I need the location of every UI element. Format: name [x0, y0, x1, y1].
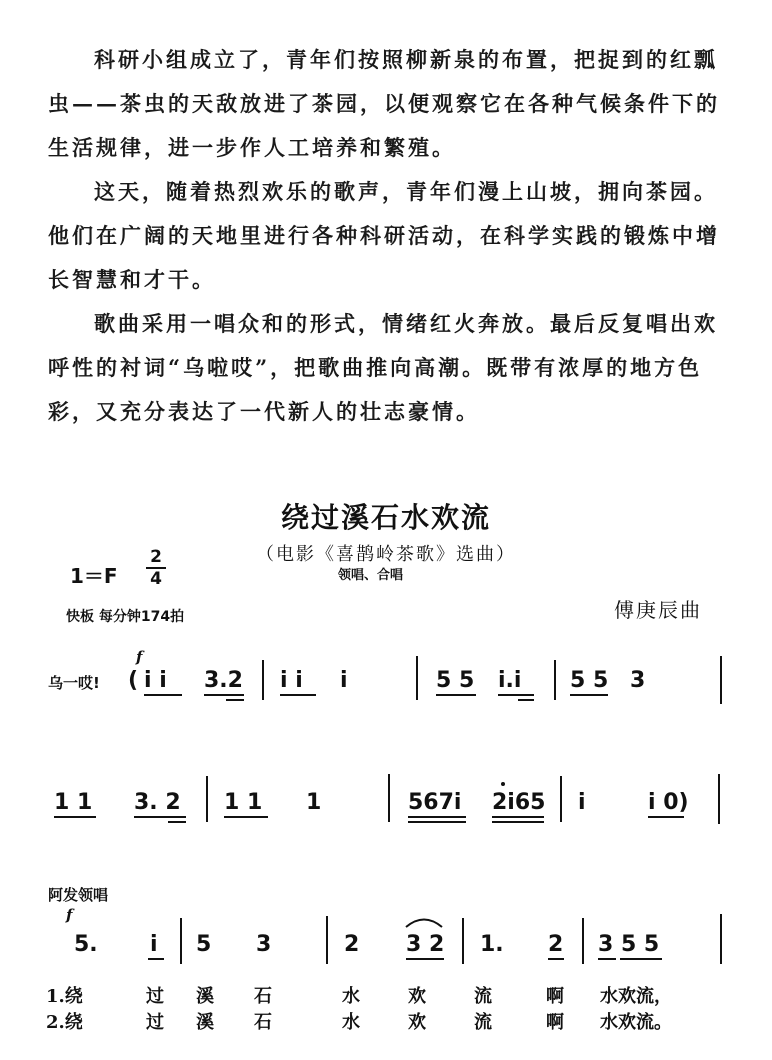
- barline: [416, 656, 418, 700]
- row1-beam-2a: [204, 694, 244, 696]
- barline: [388, 774, 390, 822]
- solo-singer-label: 阿发领唱: [48, 886, 109, 904]
- lyric-v1-syllable: 欢: [408, 986, 426, 1007]
- row2-note-group-3: 1 1: [224, 790, 263, 815]
- lyric-v1-syllable: 过: [146, 986, 164, 1007]
- lyric-v2-syllable: 水: [342, 1012, 360, 1033]
- barline: [718, 774, 720, 824]
- composer-credit: 傅庚辰曲: [614, 598, 702, 622]
- forte-dynamic: f: [136, 648, 143, 666]
- row2-note-group-1: 1 1: [54, 790, 93, 815]
- barline: [262, 660, 264, 700]
- row2-note-4: 1: [306, 790, 322, 815]
- lyric-v1-syllable: 啊: [546, 986, 564, 1007]
- lyric-v2-syllable: 2.绕: [46, 1012, 83, 1033]
- lyric-v2-syllable: 过: [146, 1012, 164, 1033]
- tempo-marking: 快板 每分钟174拍: [66, 609, 185, 625]
- time-signature: [146, 548, 166, 588]
- row1-note-group-2: 3.2: [204, 668, 243, 693]
- row3-note-1: 5.: [74, 932, 98, 957]
- lyric-v2-syllable: 流: [474, 1012, 492, 1033]
- row2-note-group-8: i 0): [648, 790, 689, 815]
- slur-mark: [404, 916, 444, 928]
- row1-beam-1: [144, 694, 182, 696]
- intro-call-label: 乌一哎!: [48, 674, 100, 692]
- row2-beam-6b: [492, 821, 544, 823]
- lyric-v1-syllable: 流: [474, 986, 492, 1007]
- row1-note-group-5: 5 5: [436, 668, 475, 693]
- paragraph-2: 这天，随着热烈欢乐的歌声，青年们漫上山坡，拥向茶园。他们在广阔的天地里进行各种科研活动，在科学实践的锻炼中增长智慧和才干。: [48, 179, 720, 292]
- row3-note-5: 2: [344, 932, 360, 957]
- row3-beam-2: [148, 958, 164, 960]
- lyric-v2-syllable: 溪: [196, 1012, 214, 1033]
- row3-note-2: i: [150, 932, 158, 957]
- row3-beam-9a: [598, 958, 616, 960]
- song-subtitle: （电影《喜鹊岭茶歌》选曲）: [256, 544, 516, 565]
- row1-beam-6b: [518, 699, 534, 701]
- row3-beam-9b: [620, 958, 662, 960]
- lyric-v2-syllable: 啊: [546, 1012, 564, 1033]
- row3-note-8: 2: [548, 932, 564, 957]
- row1-note-group-1: i i: [144, 668, 167, 693]
- row2-note-group-6: 2i65: [492, 790, 546, 815]
- row2-beam-8: [648, 816, 684, 818]
- row1-beam-6a: [498, 694, 534, 696]
- barline: [554, 660, 556, 700]
- row2-beam-5a: [408, 816, 466, 818]
- key-signature: 1＝F: [70, 564, 118, 588]
- row1-note-group-7: 5 5: [570, 668, 609, 693]
- row2-note-group-2: 3. 2: [134, 790, 181, 815]
- row1-note-group-6: i.i: [498, 668, 522, 693]
- lyric-v1-syllable: 溪: [196, 986, 214, 1007]
- barline: [582, 918, 584, 964]
- barline: [206, 776, 208, 822]
- row2-beam-1: [54, 816, 96, 818]
- barline: [560, 776, 562, 822]
- row2-beam-5b: [408, 821, 466, 823]
- row1-note-4: i: [340, 668, 348, 693]
- row2-beam-6a: [492, 816, 544, 818]
- barline: [720, 914, 722, 964]
- row3-beam-6: [406, 958, 444, 960]
- high-octave-dot: [501, 782, 505, 786]
- row1-beam-3: [280, 694, 316, 696]
- row3-note-group-6: 3 2: [406, 932, 445, 957]
- row2-beam-2a: [134, 816, 186, 818]
- row3-note-3: 5: [196, 932, 212, 957]
- lyric-v2-syllable: 石: [254, 1012, 272, 1033]
- time-signature-bottom: 4: [150, 569, 162, 589]
- song-title: 绕过溪石水欢流: [280, 501, 491, 534]
- lyric-v1-syllable: 1.绕: [46, 986, 83, 1007]
- barline: [462, 918, 464, 964]
- lyric-v1-syllable: 水: [342, 986, 360, 1007]
- row1-beam-5: [436, 694, 476, 696]
- row3-note-4: 3: [256, 932, 272, 957]
- lyric-v2-syllable: 水欢流。: [600, 1012, 672, 1033]
- performance-roles: 领唱、合唱: [338, 568, 404, 583]
- row1-beam-7: [570, 694, 608, 696]
- row2-note-7: i: [578, 790, 586, 815]
- row3-note-7: 1.: [480, 932, 504, 957]
- row1-beam-2b: [226, 699, 244, 701]
- row1-note-8: 3: [630, 668, 646, 693]
- row2-note-group-5: 567i: [408, 790, 462, 815]
- paragraph-3: 歌曲采用一唱众和的形式，情绪红火奔放。最后反复唱出欢呼性的衬词“乌啦哎”，把歌曲推向高潮。既带有浓厚的地方色彩，又充分表达了一代新人的壮志豪情。: [48, 311, 718, 424]
- paren-open: (: [128, 668, 139, 693]
- forte-dynamic: f: [66, 906, 73, 924]
- row3-beam-8: [548, 958, 564, 960]
- row2-beam-2b: [168, 821, 186, 823]
- barline: [326, 916, 328, 964]
- row3-note-group-9: 3 5 5: [598, 932, 660, 957]
- barline: [720, 656, 722, 704]
- lyric-v2-syllable: 欢: [408, 1012, 426, 1033]
- lyric-v1-syllable: 水欢流，: [600, 986, 672, 1007]
- lyric-v1-syllable: 石: [254, 986, 272, 1007]
- row2-beam-3: [224, 816, 268, 818]
- row1-note-group-3: i i: [280, 668, 303, 693]
- paragraph-1: 科研小组成立了，青年们按照柳新泉的布置，把捉到的红瓢虫——茶虫的天敌放进了茶园，以便观察它在各种气候条件下的生活规律，进一步作人工培养和繁殖。: [48, 47, 720, 160]
- barline: [180, 918, 182, 964]
- time-signature-top: 2: [150, 547, 162, 567]
